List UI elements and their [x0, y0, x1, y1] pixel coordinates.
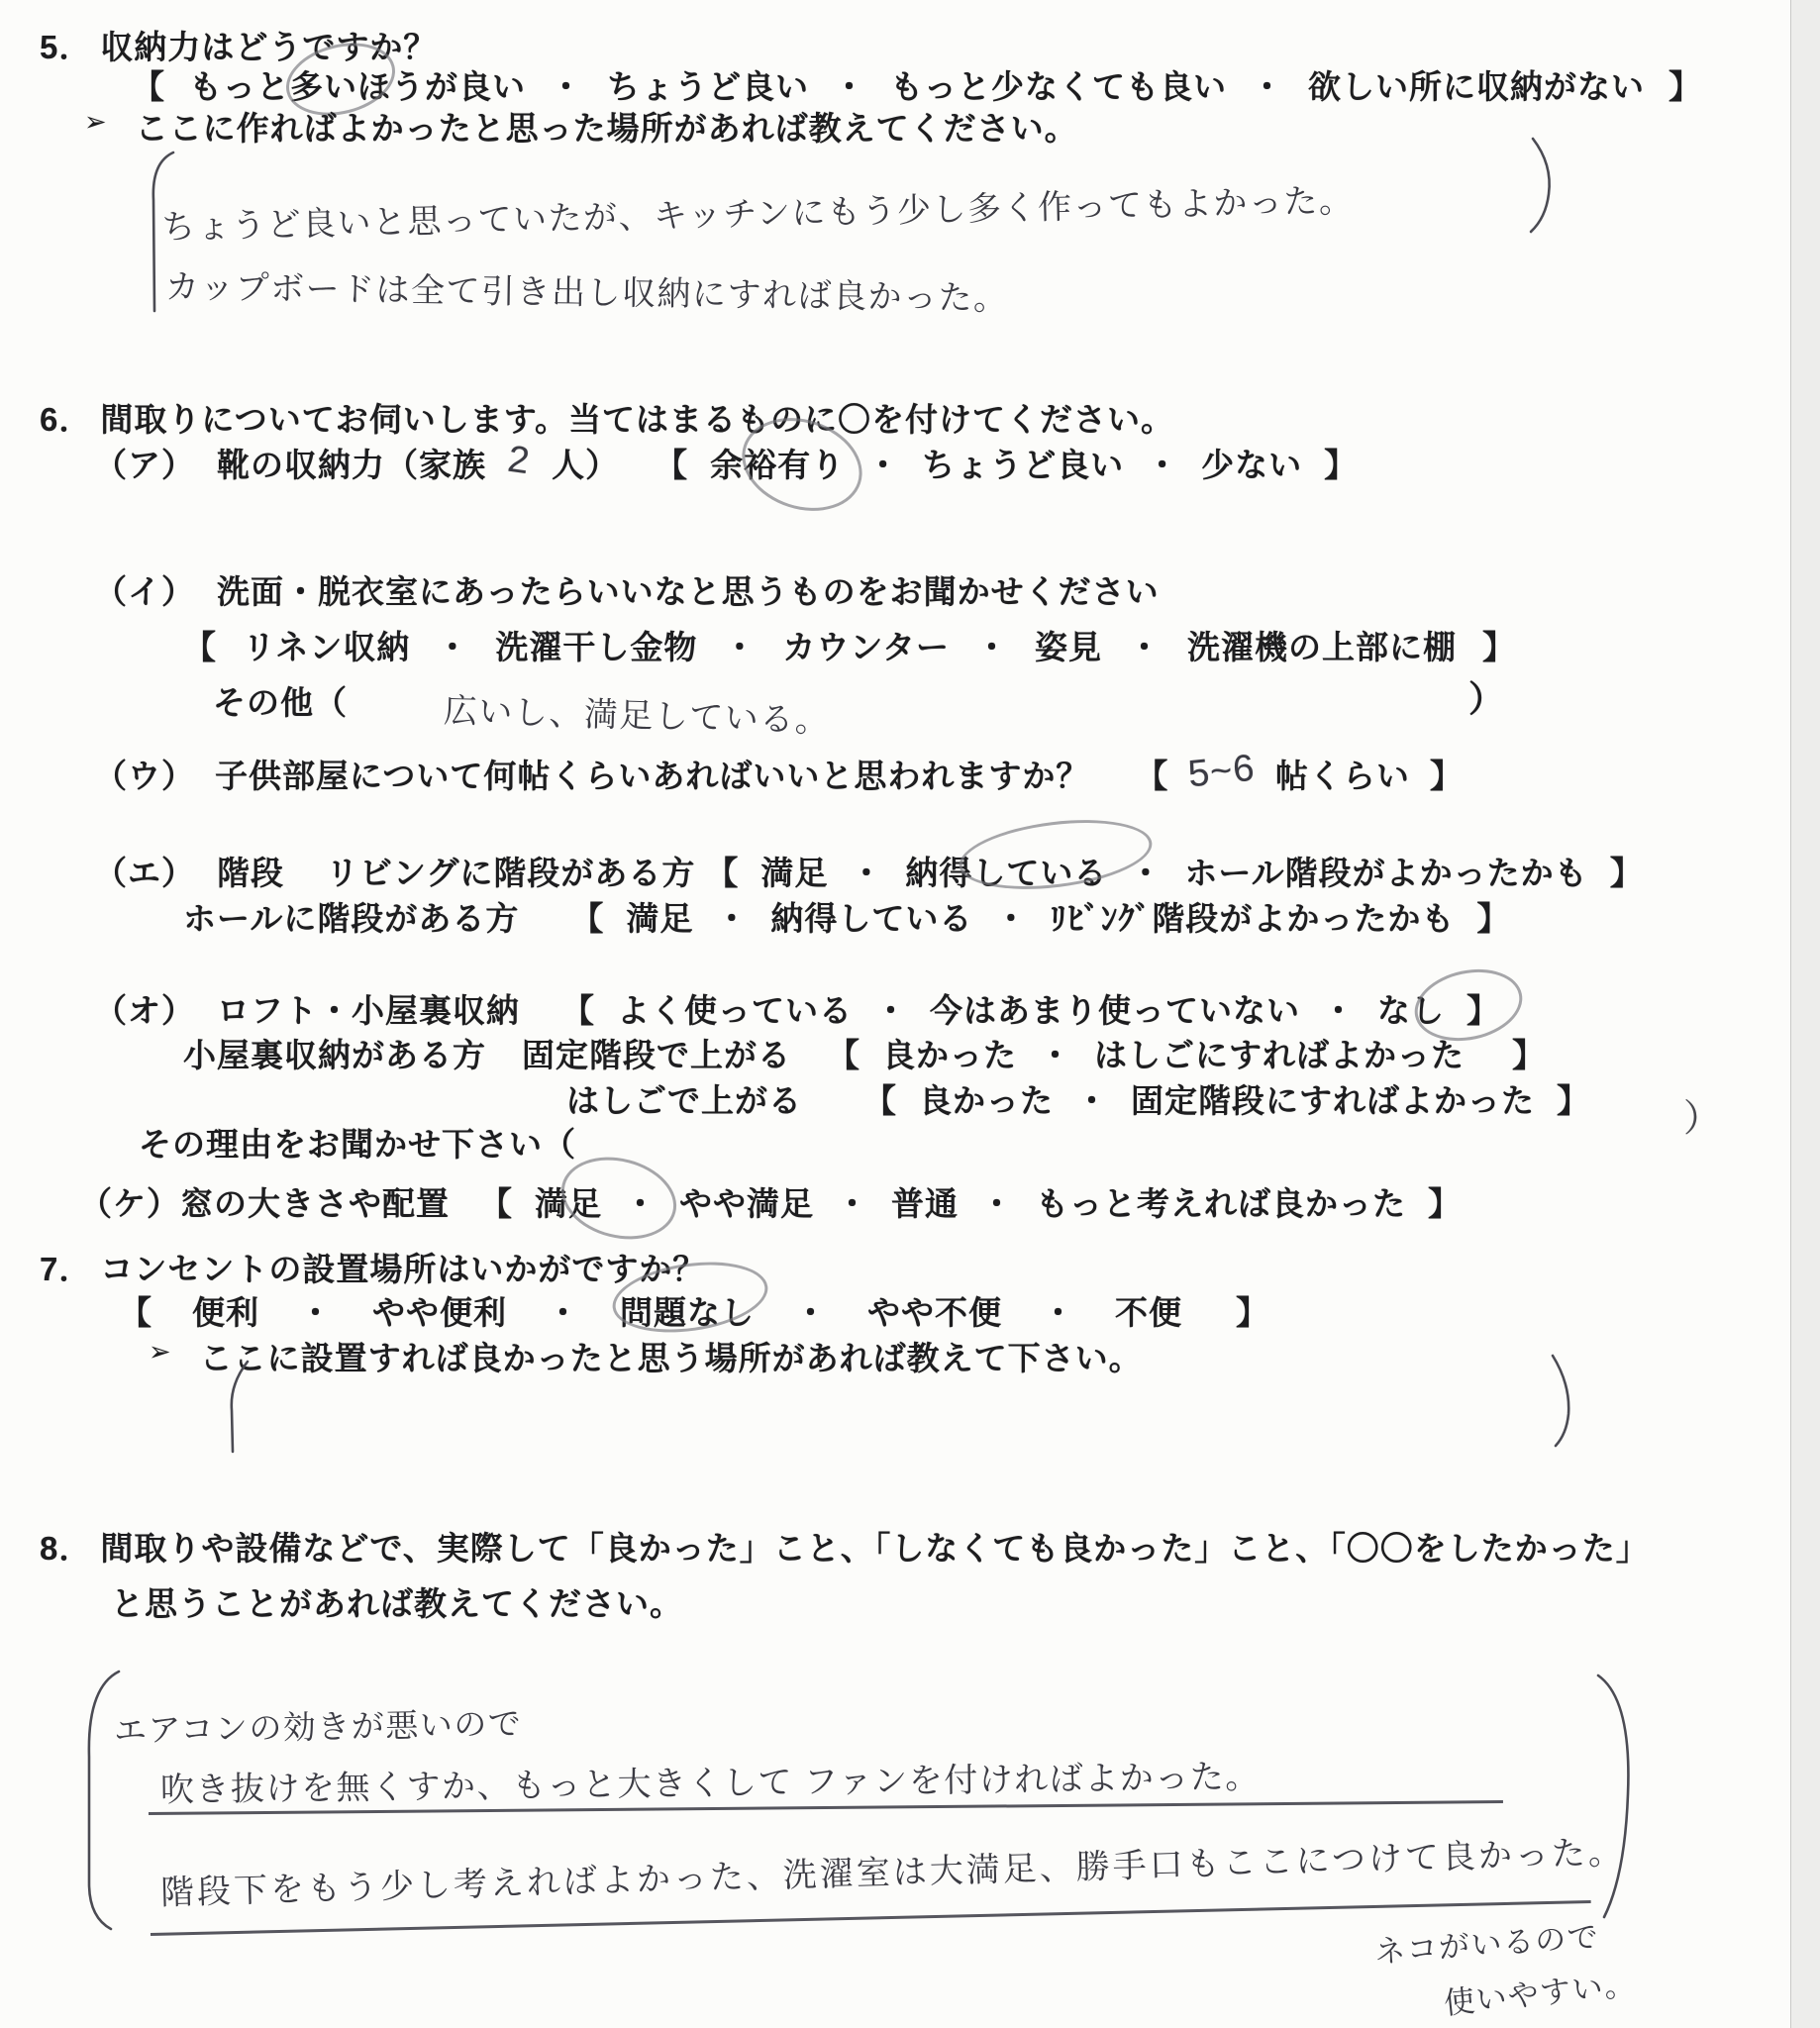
q6ke-text: 窓の大きさや配置 [180, 1185, 450, 1222]
q6o-reason-label: その理由をお聞かせ下さい（ [139, 1126, 576, 1163]
option-separator: ・ [1129, 855, 1163, 891]
bracket-close: 】 [1668, 68, 1702, 105]
bracket-open: 【 [119, 1294, 152, 1331]
option-separator: ・ [994, 900, 1029, 937]
q6o-reason-close: ） [1683, 1098, 1723, 1140]
q7-option-0: 便利 [192, 1294, 259, 1331]
bracket-open: 【 [863, 1082, 897, 1119]
q7-option-3: やや不便 [867, 1294, 1002, 1331]
q7-prompt: ここに設置すれば良かったと思う場所があれば教えて下さい。 [199, 1340, 1143, 1376]
q7-title: コンセントの設置場所はいかがですか？ [100, 1251, 707, 1287]
q5-answer-line2: カップボードは全て引き出し収納にすれば良かった。 [164, 268, 1009, 318]
q6i-row [94, 566, 1160, 613]
option-separator: ・ [550, 68, 583, 105]
q6e-row1-option-1: 納得している [905, 855, 1108, 891]
q6e-label: （エ） [94, 855, 195, 891]
option-separator: ・ [547, 1294, 580, 1331]
q6i-option-1: 洗濯干し金物 [495, 629, 698, 665]
q6a-option-1: ちょうど良い [922, 447, 1125, 483]
option-separator: ・ [833, 68, 866, 105]
q6i-option-3: 姿見 [1035, 629, 1103, 665]
q6o-sub2-option-0: 良かった [919, 1082, 1054, 1119]
q6o-sub2-label: はしごで上がる [566, 1082, 802, 1119]
q8-answer-note2: 使いやすい。 [1442, 1966, 1639, 2021]
q5-number: 5． [40, 29, 93, 65]
q6o-option-0: よく使っている [617, 992, 853, 1029]
q6i-options-row [183, 622, 1516, 668]
option-separator: ・ [1251, 68, 1284, 105]
option-separator: ・ [1322, 992, 1356, 1029]
q8-number: 8． [40, 1530, 93, 1567]
q6o-sub1-label: 固定階段で上がる [522, 1037, 791, 1073]
bracket-close: 】 [1236, 1294, 1269, 1331]
prompt-arrow-icon: ➢ [149, 1337, 172, 1367]
q6o-label: （オ） [94, 992, 195, 1029]
q7-option-1: やや便利 [372, 1294, 507, 1331]
q6u-unit: 帖くらい [1274, 758, 1410, 794]
q6a-text2: 人） [552, 447, 620, 483]
q6o-text: ロフト・小屋裏収納 [217, 992, 520, 1029]
bracket-open: 【 [561, 992, 595, 1029]
q8-answer-line2: 吹き抜けを無くすか、もっと大きくして ファンを付ければよかった。 [159, 1758, 1261, 1809]
q5-prompt: ここに作ればよかったと思った場所があれば教えてください。 [135, 110, 1078, 147]
q8-answer-bracket-right [1592, 1672, 1640, 1923]
option-separator: ・ [436, 629, 470, 665]
q6e-row2 [183, 893, 1510, 940]
q6a-label: （ア） [94, 447, 195, 483]
option-separator: ・ [1039, 1037, 1072, 1073]
bracket-open: 【 [827, 1037, 860, 1073]
option-separator: ・ [1146, 447, 1180, 483]
option-separator: ・ [850, 855, 884, 891]
q7-option-2: 問題なし [620, 1294, 755, 1331]
q6e-row1-label: リビングに階段がある方 [326, 855, 696, 891]
q6ke-option-3: もっと考えれば良かった [1036, 1185, 1406, 1222]
q6u-answer-handwritten: 5~6 [1186, 747, 1258, 796]
q5-title: 収納力はどうですか？ [100, 29, 438, 65]
q6o-sub2-option-1: 固定階段にすればよかった [1131, 1082, 1535, 1119]
q5-option-1: ちょうど良い [607, 68, 809, 105]
q8-heading-line1 [40, 1523, 1650, 1570]
q6i-option-2: カウンター [782, 629, 951, 665]
option-separator: ・ [975, 629, 1010, 665]
q7-heading [40, 1244, 706, 1290]
q6o-sub1-option-0: 良かった [882, 1037, 1017, 1073]
q6ke-option-1: やや満足 [679, 1185, 814, 1222]
q6e-row1 [94, 848, 1644, 894]
q6a-option-0: 余裕有り [710, 447, 846, 483]
q6ke-option-0: 満足 [535, 1185, 602, 1222]
bracket-close: 】 [1466, 992, 1500, 1029]
q6o-row2 [183, 1030, 1546, 1076]
q7-answer-bracket-left [224, 1359, 255, 1456]
bracket-open: 【 [655, 447, 689, 483]
q6o-row1 [94, 985, 1500, 1032]
q6e-row2-option-0: 満足 [626, 900, 694, 937]
q6a-row [94, 440, 1358, 486]
bracket-open: 【 [570, 900, 605, 937]
bracket-close: 】 [1429, 758, 1464, 794]
bracket-open: 【 [1135, 758, 1169, 794]
bracket-open: 【 [132, 68, 165, 105]
q6i-other-label: その他（ [213, 684, 348, 721]
q7-answer-bracket-right [1547, 1353, 1578, 1450]
option-separator: ・ [794, 1294, 828, 1331]
q6i-label: （イ） [94, 573, 195, 610]
q5-prompt-row [84, 103, 1078, 150]
bracket-close: 】 [1609, 855, 1644, 891]
q5-option-3: 欲しい所に収納がない [1308, 68, 1645, 105]
option-separator: ・ [715, 900, 750, 937]
option-separator: ・ [299, 1294, 333, 1331]
option-separator: ・ [874, 992, 908, 1029]
q8-answer-note1: ネコがいるので [1372, 1919, 1601, 1970]
q6i-other-close: ） [1468, 678, 1506, 719]
q8-answer-line3: 階段下をもう少し考えればよかった、洗濯室は大満足、勝手口もここにつけて良かった。 [159, 1833, 1626, 1912]
q6-number: 6． [40, 401, 93, 438]
q6o-row3 [566, 1075, 1590, 1122]
q6i-option-4: 洗濯機の上部に棚 [1187, 629, 1458, 665]
q6e-row2-label: ホールに階段がある方 [183, 900, 520, 937]
q6o-sub-label: 小屋裏収納がある方 [183, 1037, 486, 1073]
q6e-row2-option-2: ﾘﾋﾞﾝｸﾞ階段がよかったかも [1050, 900, 1456, 937]
q5-answer-bracket-right [1525, 135, 1563, 236]
q8-heading-line2: と思うことがあれば教えてください。 [111, 1585, 683, 1622]
bracket-close: 】 [1428, 1185, 1462, 1222]
q6a-family-count-handwritten: 2 [505, 438, 534, 483]
bracket-open: 【 [479, 1185, 513, 1222]
option-separator: ・ [1075, 1082, 1109, 1119]
q8-title-line1: 間取りや設備などで、実際して「良かった」こと、「しなくても良かった」こと、「〇〇をしたかった」 [100, 1530, 1650, 1567]
scan-edge-artifact [1790, 0, 1820, 2028]
q7-prompt-row [149, 1333, 1143, 1379]
bracket-close: 】 [1557, 1082, 1590, 1119]
q6a-text: 靴の収納力（家族 [217, 447, 486, 483]
option-separator: ・ [980, 1185, 1014, 1222]
q6e-text: 階段 [217, 855, 284, 891]
q7-number: 7． [40, 1251, 93, 1287]
prompt-arrow-icon: ➢ [84, 107, 108, 137]
option-separator: ・ [1128, 629, 1163, 665]
q5-option-0: もっと多いほうが良い [189, 68, 526, 105]
q8-answer-line1: エアコンの効きが悪いので [113, 1704, 523, 1749]
q6i-option-0: リネン収納 [243, 629, 411, 665]
q6i-other-answer: 広いし、満足している。 [443, 692, 831, 741]
bracket-close: 】 [1512, 1037, 1546, 1073]
bracket-close: 】 [1324, 447, 1359, 483]
q6ke-option-2: 普通 [891, 1185, 959, 1222]
option-separator: ・ [723, 629, 758, 665]
option-separator: ・ [866, 447, 901, 483]
q6u-label: （ウ） [94, 758, 195, 794]
q6o-sub1-option-1: はしごにすればよかった [1094, 1037, 1465, 1073]
bracket-open: 【 [705, 855, 740, 891]
q6-title: 間取りについてお伺いします。当てはまるものに〇を付けてください。 [100, 401, 1175, 438]
q5-answer-line1: ちょうど良いと思っていたが、キッチンにもう少し多く作ってもよかった。 [160, 181, 1355, 247]
q6a-option-2: 少ない [1201, 447, 1303, 483]
q6o-option-2: なし [1377, 992, 1445, 1029]
q6ke-label: （ケ） [79, 1185, 180, 1222]
q6u-row [94, 747, 1464, 797]
q6e-row1-option-0: 満足 [760, 855, 829, 891]
bracket-open: 【 [183, 629, 217, 665]
q7-option-4: 不便 [1115, 1294, 1182, 1331]
bracket-close: 】 [1482, 629, 1517, 665]
option-separator: ・ [1042, 1294, 1075, 1331]
option-separator: ・ [836, 1185, 869, 1222]
q6ke-row [79, 1178, 1462, 1225]
q6i-text: 洗面・脱衣室にあったらいいなと思うものをお聞かせください [217, 573, 1160, 610]
option-separator: ・ [624, 1185, 657, 1222]
bracket-close: 】 [1476, 900, 1511, 937]
q6o-option-1: 今はあまり使っていない [930, 992, 1300, 1029]
q6e-row1-option-2: ホール階段がよかったかも [1184, 855, 1588, 891]
q5-option-2: もっと少なくても良い [890, 68, 1227, 105]
q6e-row2-option-1: 納得している [770, 900, 973, 937]
q6u-text: 子供部屋について何帖くらいあればいいと思われますか？ [215, 758, 1090, 794]
q6-heading [40, 394, 1174, 441]
